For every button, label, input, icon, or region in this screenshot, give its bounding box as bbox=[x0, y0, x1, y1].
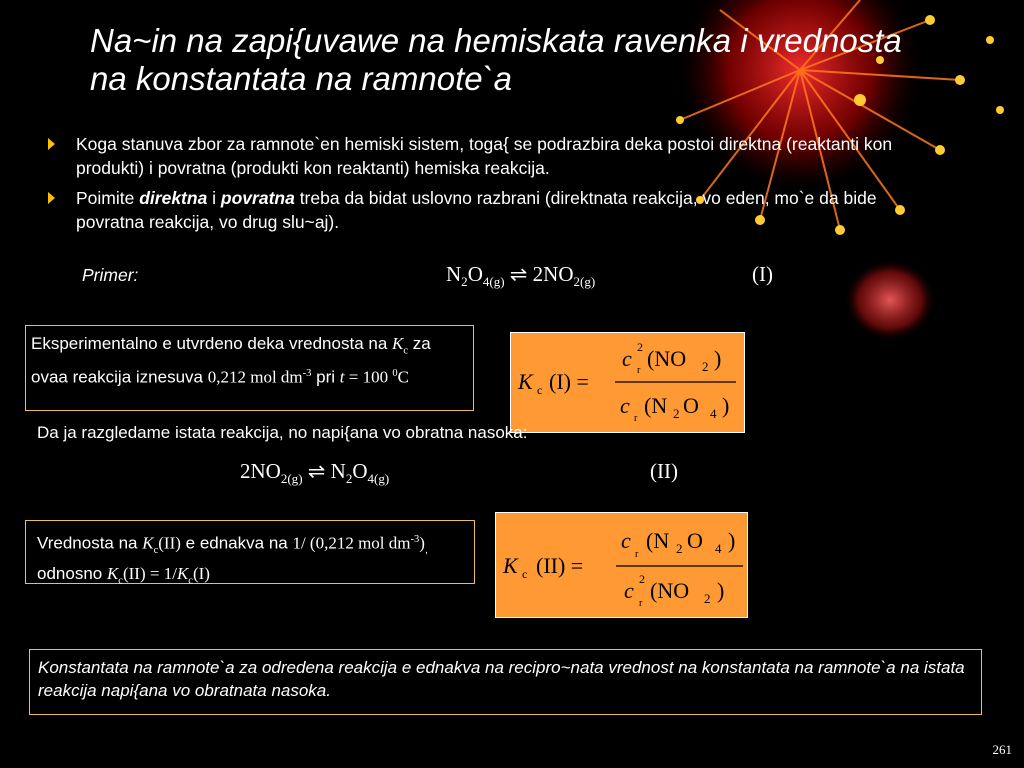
term-direktna: direktna bbox=[139, 188, 208, 208]
svg-text:c: c bbox=[624, 578, 634, 603]
svg-text:(II) =: (II) = bbox=[536, 553, 584, 578]
bullet-arrow-icon bbox=[48, 138, 55, 150]
reaction-1-label: (I) bbox=[752, 262, 773, 286]
svg-text:2: 2 bbox=[676, 541, 683, 556]
primer-label: Primer: bbox=[82, 265, 139, 285]
transition-text: Da ja razgledame istata reakcija, no napi{ana vo obratna nasoka: bbox=[37, 423, 528, 442]
bullet-text: Koga stanuva zbor za ramnote`en hemiski sistem, toga{ se podrazbira deka postoi direktna (reaktanti kon produkti) i povratna (produkti kon reaktanti) hemiska reakcija. bbox=[76, 134, 893, 178]
svg-text:r: r bbox=[634, 413, 638, 424]
svg-text:4: 4 bbox=[710, 406, 717, 421]
kc-formula-2 bbox=[495, 512, 748, 618]
svg-text:): ) bbox=[717, 578, 725, 603]
svg-text:(N: (N bbox=[646, 528, 670, 553]
kc-formula-1-svg bbox=[511, 333, 744, 432]
svg-text:4: 4 bbox=[715, 541, 722, 556]
svg-text:2: 2 bbox=[637, 340, 643, 354]
bullet-arrow-icon bbox=[48, 192, 55, 204]
conclusion-box: Konstantata na ramnote`a za odredena reakcija e ednakva na recipro~nata vrednost na konstantata na ramnote`a na istata reakcija napi{ana vo obratnata nasoka. bbox=[29, 649, 982, 715]
svg-text:(I) =: (I) = bbox=[549, 369, 589, 394]
equilibrium-arrow-icon: ⇌ bbox=[307, 459, 326, 483]
kc-formula-2-svg bbox=[496, 513, 747, 617]
svg-text:2: 2 bbox=[639, 572, 645, 586]
reaction-2-label: (II) bbox=[650, 459, 678, 483]
svg-text:O: O bbox=[687, 528, 703, 553]
info-box-1: Eksperimentalno e utvrdeno deka vrednosta na $K_c$ za ovaa reakcija iznesuva 0,212 mol $dm^{-3}$ pri t = 100 $^0$C bbox=[25, 325, 474, 411]
svg-text:): ) bbox=[722, 393, 730, 418]
svg-text:c: c bbox=[522, 567, 528, 581]
svg-text:r: r bbox=[639, 598, 643, 609]
bullet-item-1 bbox=[48, 132, 928, 180]
svg-text:c: c bbox=[622, 346, 632, 371]
svg-text:c: c bbox=[620, 393, 630, 418]
equilibrium-arrow-icon: ⇌ bbox=[509, 262, 528, 286]
svg-text:K: K bbox=[503, 553, 518, 578]
reaction-1: $N_2O_{4(g)}$ ⇌ $2NO_{2(g)}$ bbox=[446, 262, 596, 290]
bullet-text-post: treba da bidat uslovno razbrani (direktnata reakcija, vo eden, mo`e da bide povratna reakcija, vo drug slu~aj). bbox=[76, 188, 877, 232]
svg-text:2: 2 bbox=[704, 591, 711, 606]
bullet-text-pre: Poimite bbox=[76, 188, 140, 208]
bullet-item-2 bbox=[48, 186, 928, 234]
svg-text:(N: (N bbox=[644, 393, 668, 418]
svg-text:O: O bbox=[683, 393, 699, 418]
svg-text:c: c bbox=[537, 383, 543, 397]
info-box-2: Vrednosta na $K_c(II)$ e ednakva na 1/ (0,212 mol $dm^{-3})_,$ odnosno $K_c(II) = 1/K_c(I)$ bbox=[25, 520, 475, 584]
reaction-2: $2NO_{2(g)}$ ⇌ $N_2O_{4(g)}$ bbox=[240, 459, 390, 487]
page-number: 261 bbox=[992, 742, 1012, 757]
bullet-text-mid: i bbox=[207, 188, 221, 208]
svg-text:r: r bbox=[637, 365, 641, 376]
svg-text:c: c bbox=[621, 528, 631, 553]
term-povratna: povratna bbox=[220, 188, 295, 208]
kc-formula-1 bbox=[510, 332, 745, 433]
svg-text:2: 2 bbox=[702, 359, 709, 374]
svg-text:(NO: (NO bbox=[647, 346, 687, 371]
svg-text:2: 2 bbox=[673, 406, 680, 421]
svg-text:K: K bbox=[518, 369, 533, 394]
svg-text:(NO: (NO bbox=[650, 578, 690, 603]
svg-text:): ) bbox=[728, 528, 736, 553]
bullet-list bbox=[48, 132, 928, 240]
slide-title: Na~in na zapi{uvawe na hemiskata ravenka i vrednosta na konstantata na ramnote`a bbox=[90, 22, 902, 97]
svg-text:): ) bbox=[714, 346, 722, 371]
svg-text:r: r bbox=[635, 549, 639, 560]
